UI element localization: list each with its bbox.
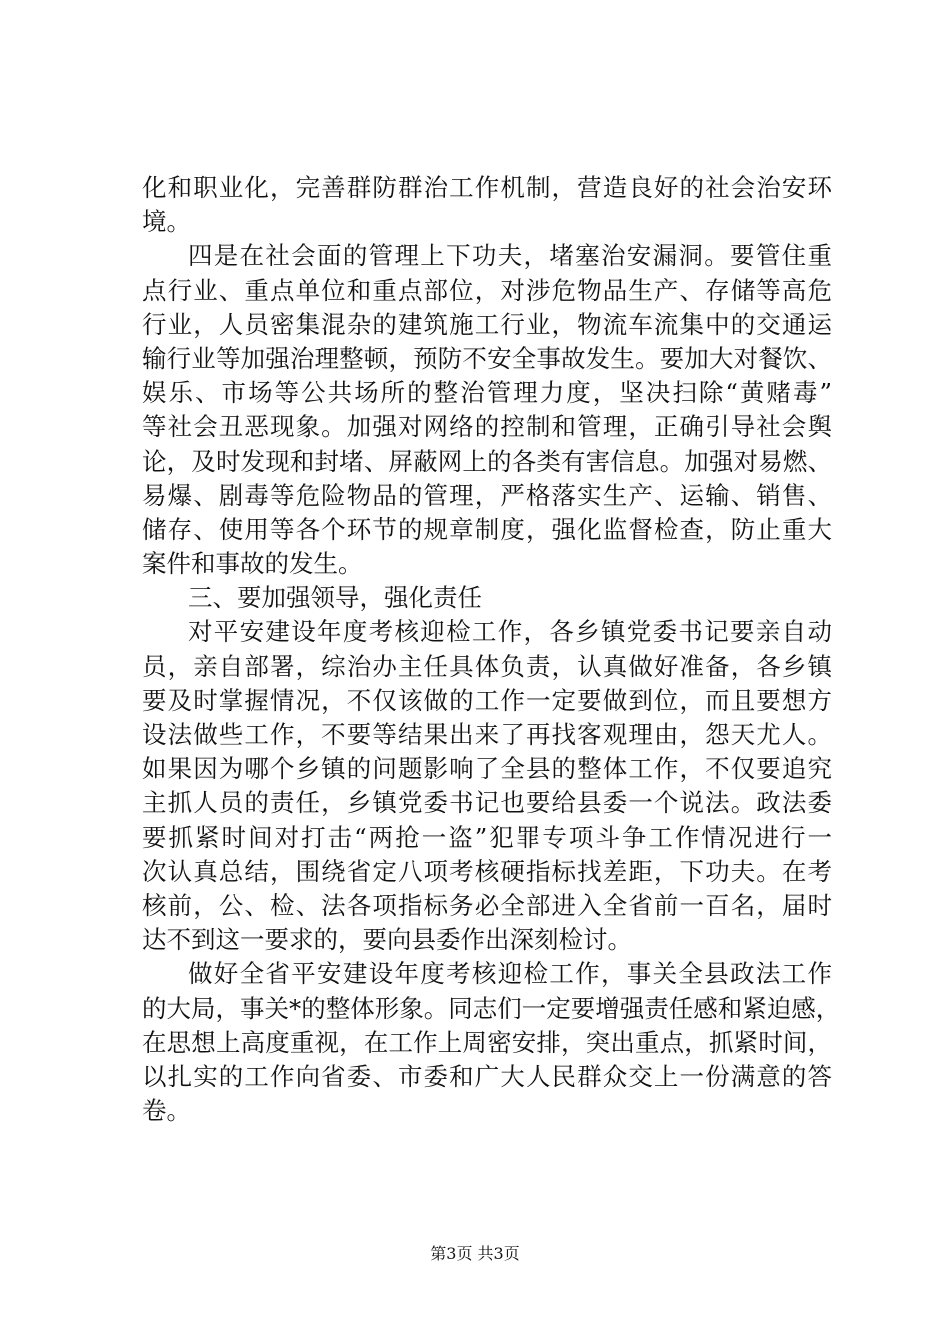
text-line: 做好全省平安建设年度考核迎检工作，事关全县政法工作: [188, 959, 832, 989]
text-line: 四是在社会面的管理上下功夫，堵塞治安漏洞。要管住重: [188, 241, 832, 271]
document-body: [142, 171, 841, 1128]
text-line: 的大局，事关*的整体形象。同志们一定要增强责任感和紧迫感，: [142, 993, 841, 1023]
text-line: 行业，人员密集混杂的建筑施工行业，物流车流集中的交通运: [142, 309, 832, 339]
text-line: 对平安建设年度考核迎检工作，各乡镇党委书记要亲自动: [188, 617, 832, 647]
text-line: 易爆、剧毒等危险物品的管理，严格落实生产、运输、销售、: [142, 480, 832, 510]
text-line: 娱乐、市场等公共场所的整治管理力度，坚决扫除“黄赌毒”: [142, 378, 832, 408]
text-line: 以扎实的工作向省委、市委和广大人民群众交上一份满意的答: [142, 1061, 832, 1091]
text-line: 三、要加强领导，强化责任: [188, 583, 482, 613]
text-line: 如果因为哪个乡镇的问题影响了全县的整体工作，不仅要追究: [142, 754, 832, 784]
text-line: 输行业等加强治理整顿，预防不安全事故发生。要加大对餐饮、: [142, 343, 832, 373]
page-footer: [0, 1244, 950, 1264]
text-line: 要及时掌握情况，不仅该做的工作一定要做到位，而且要想方: [142, 685, 832, 715]
text-line: 论，及时发现和封堵、屏蔽网上的各类有害信息。加强对易燃、: [142, 446, 832, 476]
text-line: 化和职业化，完善群防群治工作机制，营造良好的社会治安环: [142, 173, 832, 202]
text-line: 境。: [142, 207, 191, 237]
text-line: 核前，公、检、法各项指标务必全部进入全省前一百名，届时: [142, 890, 832, 920]
text-line: 案件和事故的发生。: [142, 549, 363, 579]
text-line: 点行业、重点单位和重点部位，对涉危物品生产、存储等高危: [142, 275, 832, 305]
text-line: 卷。: [142, 1096, 191, 1126]
text-line: 在思想上高度重视，在工作上周密安排，突出重点，抓紧时间，: [142, 1027, 832, 1057]
text-line: 要抓紧时间对打击“两抢一盗”犯罪专项斗争工作情况进行一: [142, 822, 832, 852]
page-number-label: 第3页 共3页: [430, 1244, 520, 1263]
text-line: 主抓人员的责任，乡镇党委书记也要给县委一个说法。政法委: [142, 788, 832, 818]
text-line: 次认真总结，围绕省定八项考核硬指标找差距，下功夫。在考: [142, 856, 832, 886]
text-line: 达不到这一要求的，要向县委作出深刻检讨。: [142, 925, 632, 955]
text-line: 设法做些工作，不要等结果出来了再找客观理由，怨天尤人。: [142, 720, 832, 749]
text-line: 员，亲自部署，综治办主任具体负责，认真做好准备，各乡镇: [142, 651, 832, 681]
text-line: 储存、使用等各个环节的规章制度，强化监督检查，防止重大: [142, 514, 832, 544]
text-line: 等社会丑恶现象。加强对网络的控制和管理，正确引导社会舆: [142, 412, 832, 442]
